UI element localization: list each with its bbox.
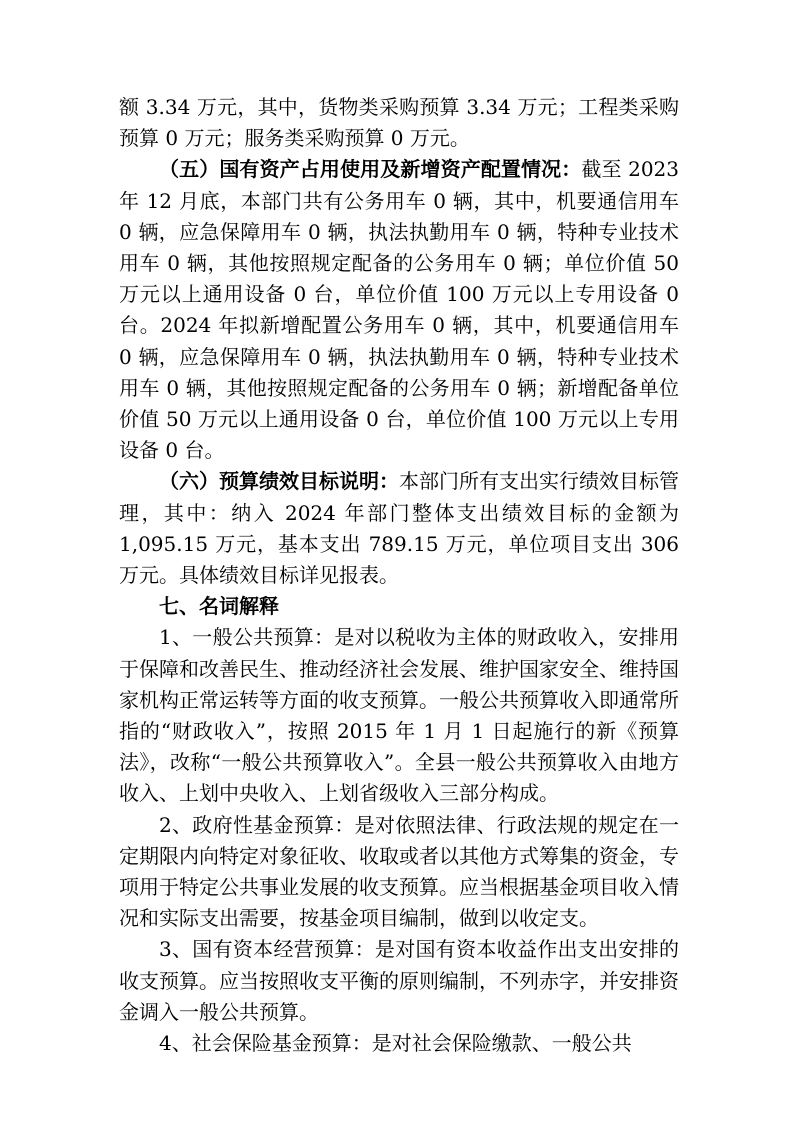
- section-heading: （五）国有资产占用使用及新增资产配置情况：: [159, 157, 582, 182]
- paragraph-body: 截至 2023 年 12 月底，本部门共有公务用车 0 辆，其中，机要通信用车 0 辆，应急保障用车 0 辆，执法执勤用车 0 辆，特种专业技术用车 0 辆，其他按照规定配备的公务用车 0 辆；单位价值 50 万元以上通用设备 0 台，单位价值 100 万元以上专用设备 0 台。2024 年拟新增配置公务用车 0 辆，其中，机要通信用车 0 辆，应急保障用车 0 辆，执法执勤用车 0 辆，特种专业技术用车 0 辆，其他按照规定配备的公务用车 0 辆；新增配备单位价值 50 万元以上通用设备 0 台，单位价值 100 万元以上专用设备 0 台。: [119, 157, 680, 463]
- paragraph-body: 2、政府性基金预算：是对依照法律、行政法规的规定在一定期限内向特定对象征收、收取或者以其他方式筹集的资金，专项用于特定公共事业发展的收支预算。应当根据基金项目收入情况和实际支出需要，按基金项目编制，做到以收定支。: [119, 812, 679, 931]
- paragraph-state-assets: [119, 154, 679, 466]
- document-page: [119, 92, 679, 1059]
- paragraph-term-2: [119, 810, 679, 935]
- paragraph-term-1: [119, 622, 679, 809]
- paragraph-body: 1、一般公共预算：是对以税收为主体的财政收入，安排用于保障和改善民生、推动经济社会发展、维护国家安全、维持国家机构正常运转等方面的收支预算。一般公共预算收入即通常所指的“财政收入”，按照 2015 年 1 月 1 日起施行的新《预算法》，改称“一般公共预算收入”。全县一般公共预算收入由地方收入、上划中央收入、上划省级收入三部分构成。: [119, 625, 679, 806]
- paragraph-glossary-title: [119, 591, 679, 622]
- paragraph-body: 4、社会保险基金预算：是对社会保险缴款、一般公共: [159, 1031, 632, 1056]
- paragraph-body: 3、国有资本经营预算：是对国有资本收益作出支出安排的收支预算。应当按照收支平衡的原则编制，不列赤字，并安排资金调入一般公共预算。: [119, 937, 679, 1024]
- paragraph-body: 本部门所有支出实行绩效目标管理，其中：纳入 2024 年部门整体支出绩效目标的金额为 1,095.15 万元，基本支出 789.15 万元，单位项目支出 306 万元。具体绩效目标详见报表。: [119, 469, 679, 588]
- paragraph-procurement-cont: [119, 92, 679, 154]
- paragraph-body: 额 3.34 万元，其中，货物类采购预算 3.34 万元；工程类采购预算 0 万元；服务类采购预算 0 万元。: [119, 95, 679, 151]
- paragraph-term-3: [119, 934, 679, 1028]
- section-heading: 七、名词解释: [159, 594, 279, 619]
- section-heading: （六）预算绩效目标说明：: [159, 469, 399, 494]
- paragraph-term-4: [119, 1028, 679, 1059]
- paragraph-performance-goals: [119, 466, 679, 591]
